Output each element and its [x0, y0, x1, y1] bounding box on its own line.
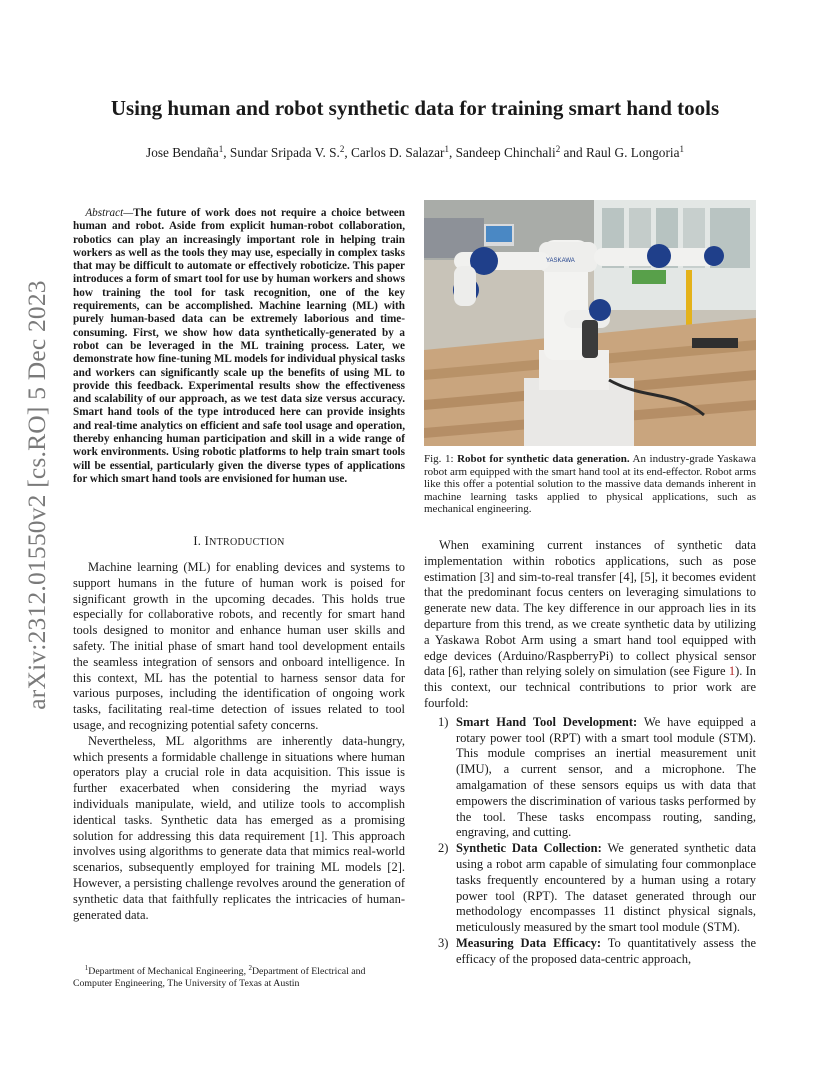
author: Raul G. Longoria$^1$: [586, 144, 684, 160]
robot-photo-figure: [424, 200, 756, 446]
introduction-body: [73, 560, 405, 923]
robot-brand-label: YASKAWA: [546, 258, 575, 264]
section-heading-introduction: I. INTRODUCTION: [193, 534, 285, 548]
paragraph: When examining current instances of synthetic data implementation within robotics applications, such as pose estimation [3] and sim-to-real transfer [4], [5], it becomes evident that the predominant focus centers on leveraging simulations to generate new data. The key difference in our approach lies in its departure from this trend, as we create synthetic data by utilizing a Yaskawa Robot Arm using a smart hand tool equipped with edge devices (Arduino/RaspberryPi) to collect physical sensor data [6], rather than relying solely on simulation (see Figure 1). In this context, our technical contributions to prior work are fourfold:: [424, 538, 756, 710]
figure-caption-title: Robot for synthetic data generation.: [457, 453, 630, 465]
figure-reference-link[interactable]: 1: [728, 664, 736, 679]
list-item: 1) Smart Hand Tool Development: We have equipped a rotary power tool (RPT) with a smart tool module (STM). This module comprises an inertial measurement unit (IMU), a current sensor, and a microphone. The amalgamation of these sensors equips us with data that empowers the discrimination of various tasks performed by the tool. These tasks encompass routing, sanding, engraving, and cutting.: [438, 714, 756, 840]
author: Jose Bendaña$^1$,: [146, 144, 230, 160]
abstract-lead: Abstract—: [85, 207, 134, 219]
figure-caption-text: An industry-grade Yaskawa robot arm equipped with the smart hand tool at its end-effector. Robot arms like this offer a potential solution to the massive data demands inherent in machine learning tasks applied to physical applications, such as mechanical engineering.: [424, 453, 756, 516]
robot-photo-illustration: [424, 200, 756, 446]
right-column-body: [424, 538, 756, 968]
contributions-list: [424, 715, 756, 968]
abstract: [73, 207, 405, 486]
author-list: [60, 144, 770, 162]
affiliation-footnote: $^1$Department of Mechanical Engineering, $^2$Department of Electrical and Computer Engineering, The University of Texas at Austin: [73, 964, 366, 989]
arxiv-identifier: arXiv:2312.01550v2 [cs.RO] 5 Dec 2023: [22, 280, 51, 710]
arxiv-identifier-sidebar: [17, 280, 57, 710]
paragraph: Nevertheless, ML algorithms are inherently data-hungry, which presents a formidable challenge in situations where human operators play a crucial role in data acquisition. This issue is further exacerbated when considering the myriad ways individuals manipulate, wield, and utilize tools to accomplish identical tasks. Synthetic data has emerged as a promising solution for addressing this data requirement [1]. This approach involves using algorithms to generate data that mimics real-world scenarios, subsequently employed for training ML models [2]. However, a persisting challenge revolves around the generation of synthetic data that faithfully replicates the intricacies of human-generated data.: [73, 733, 405, 922]
list-item: 2) Synthetic Data Collection: We generated synthetic data using a robot arm capable of simulating four commonplace tasks frequently encountered by a human using a rotary power tool (RPT). The dataset generated through our methodology encompasses 11 distinct physical signals, meticulously measured by the smart tool module (STM).: [438, 841, 756, 935]
paper-title: Using human and robot synthetic data for training smart hand tools: [110, 96, 720, 120]
figure-label: Fig. 1:: [424, 453, 458, 465]
author: Sundar Sripada V. S.$^2$,: [229, 144, 352, 160]
list-item: 3) Measuring Data Efficacy: To quantitatively assess the efficacy of the proposed data-centric approach,: [438, 935, 756, 966]
author: Sandeep Chinchali$^2$ and: [455, 144, 587, 160]
figure-caption: [424, 453, 756, 516]
paragraph: Machine learning (ML) for enabling devices and systems to support humans in the future of human work is poised for significant growth in the upcoming decades. This holds true especially for collaborative robots, and recently for smart hand tools designed to monitor and enhance human user skills and safety. The initial phase of smart hand tool development entails the seamless integration of sensors and onboard intelligence. In this context, ML has the potential to harness sensor data for various purposes, including the identification of ongoing work tasks, facilitating real-time detection of issues related to tool usage, and recognizing potential safety concerns.: [73, 560, 405, 732]
author: Carlos D. Salazar$^1$,: [351, 144, 456, 160]
abstract-text: The future of work does not require a choice between human and robot. Aside from explicit human-robot collaboration, robotics can play an increasingly important role in helping train workers as well as the tools they may use, especially in complex tasks that may be difficult to automate or effectively roboticize. This paper introduces a form of smart tool for use by human workers and shows how training the tool for task recognition, one of the key requirements, can be accomplished. Machine learning (ML) with purely human-based data can be extremely laborious and time-consuming. First, we show how data synthetically-generated by a robot can be leveraged in the ML training process. Later, we demonstrate how fine-tuning ML models for individual physical tasks and workers can significantly scale up the benefits of using ML to provide this feedback. Experimental results show the effectiveness and scalability of our approach, as we test data size versus accuracy. Smart hand tools of the type introduced here can provide insights and real-time analytics on efficient and safe tool usage and operation, thereby enhancing human participation and skill in a wide range of work environments. Using robotic platforms to help train smart tools will be essential, particularly given the diverse types of applications for which smart hand tools are envisioned for human use.: [73, 207, 405, 485]
